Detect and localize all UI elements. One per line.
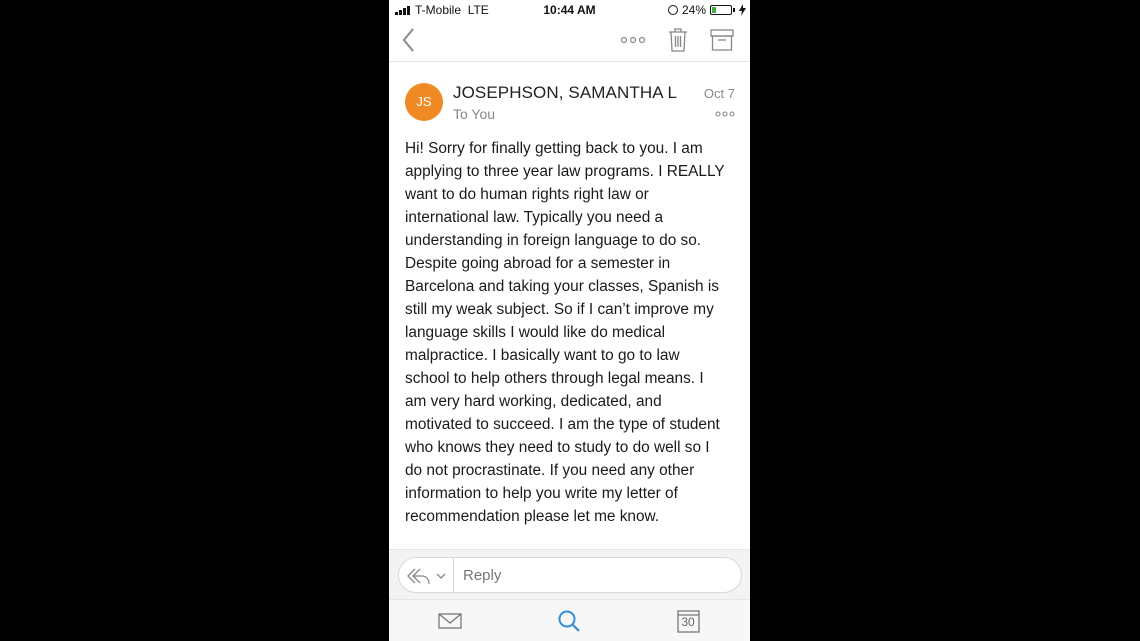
reply-box[interactable] xyxy=(398,557,742,593)
reply-area xyxy=(389,549,750,599)
reply-divider xyxy=(453,558,454,592)
status-bar xyxy=(389,0,750,20)
recipient-line: To You xyxy=(453,106,496,122)
reply-input[interactable]: Reply xyxy=(463,567,502,584)
message-more-icon[interactable] xyxy=(715,108,735,120)
body-line: want to do human rights right law or xyxy=(405,186,649,203)
battery-tip xyxy=(733,8,735,12)
chevron-down-icon[interactable] xyxy=(435,570,447,582)
body-line: understanding in foreign language to do so. xyxy=(405,232,702,249)
more-dots-icon[interactable] xyxy=(619,30,647,50)
sender-name[interactable]: JOSEPHSON, SAMANTHA L xyxy=(453,83,678,102)
body-line: applying to three year law programs. I REALLY xyxy=(405,163,725,180)
mail-icon[interactable] xyxy=(437,608,463,634)
chevron-left-icon[interactable] xyxy=(399,26,419,54)
sender-avatar[interactable]: JS xyxy=(405,83,443,121)
body-line: motivated to succeed. I am the type of student xyxy=(405,416,720,433)
carrier-label: T-Mobile LTE xyxy=(415,3,489,17)
body-line: malpractice. I basically want to go to law xyxy=(405,347,680,364)
body-line: who knows they need to study to do well so I xyxy=(405,439,710,456)
archive-icon[interactable] xyxy=(709,26,735,54)
body-line: language skills I would like do medical xyxy=(405,324,666,341)
body-line: Barcelona and taking your classes, Spanish is xyxy=(405,278,719,295)
clock: 10:44 AM xyxy=(543,3,596,17)
body-line: Despite going abroad for a semester in xyxy=(405,255,671,272)
message-body xyxy=(405,137,740,528)
reply-all-icon[interactable] xyxy=(405,564,431,588)
body-line: information to help you write my letter of xyxy=(405,485,678,502)
calendar-tab[interactable] xyxy=(676,608,702,634)
email-app xyxy=(389,0,750,641)
bottom-tab-bar xyxy=(389,599,750,641)
rotation-lock-icon xyxy=(668,5,678,15)
body-line: recommendation please let me know. xyxy=(405,508,660,525)
message-toolbar xyxy=(389,20,750,62)
trash-icon[interactable] xyxy=(667,26,689,54)
search-icon[interactable] xyxy=(556,608,582,634)
body-line: school to help others through legal means. I xyxy=(405,370,704,387)
status-right xyxy=(668,3,746,17)
charging-icon xyxy=(739,4,746,16)
body-line: do not procrastinate. If you need any other xyxy=(405,462,695,479)
body-line: am very hard working, dedicated, and xyxy=(405,393,662,410)
message-date: Oct 7 xyxy=(703,86,735,101)
battery-percent: 24% xyxy=(681,3,706,17)
body-line: Hi! Sorry for finally getting back to you. I am xyxy=(405,140,703,157)
body-line: international law. Typically you need a xyxy=(405,209,664,226)
calendar-day: 30 xyxy=(681,615,695,629)
body-line: still my weak subject. So if I can’t improve my xyxy=(405,301,714,318)
battery-icon xyxy=(710,5,732,15)
